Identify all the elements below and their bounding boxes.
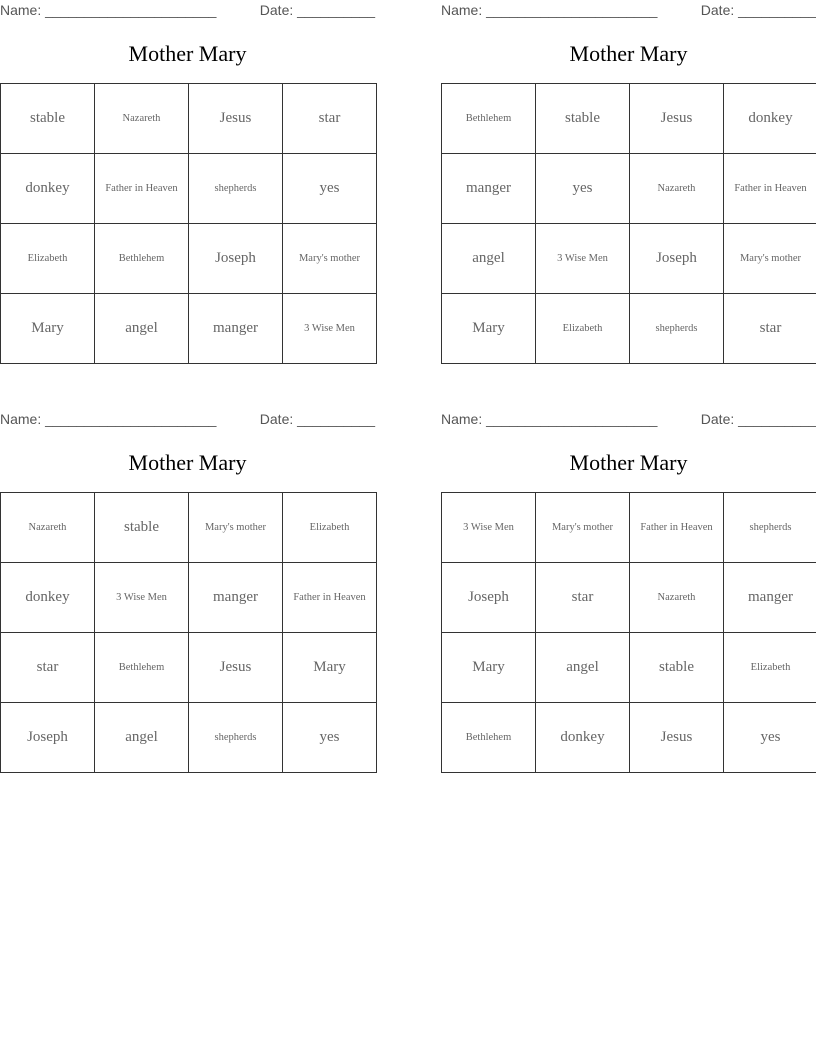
bingo-grid <box>0 83 377 364</box>
card-header <box>0 411 375 429</box>
bingo-cell: Father in Heaven <box>630 493 724 563</box>
bingo-cell: Nazareth <box>630 563 724 633</box>
bingo-cell: Mary's mother <box>189 493 283 563</box>
bingo-cell: yes <box>283 703 377 773</box>
bingo-cell: stable <box>1 84 95 154</box>
bingo-cell: Joseph <box>442 563 536 633</box>
date-field: Date: __________ <box>259 411 375 427</box>
bingo-cell: Mary's mother <box>536 493 630 563</box>
card-title: Mother Mary <box>128 450 247 475</box>
card-header <box>441 411 816 429</box>
bingo-grid <box>441 83 816 364</box>
bingo-cell: yes <box>283 154 377 224</box>
bingo-card-1 <box>0 0 375 372</box>
bingo-cell: yes <box>724 703 816 773</box>
bingo-cell: shepherds <box>630 294 724 364</box>
bingo-cell: Elizabeth <box>283 493 377 563</box>
bingo-cell: Jesus <box>630 703 724 773</box>
card-header <box>0 2 375 20</box>
bingo-grid <box>441 492 816 773</box>
bingo-cell: Nazareth <box>1 493 95 563</box>
bingo-cell: donkey <box>724 84 816 154</box>
bingo-cell: angel <box>95 703 189 773</box>
bingo-cell: donkey <box>536 703 630 773</box>
bingo-cell: Joseph <box>630 224 724 294</box>
bingo-cell: shepherds <box>189 703 283 773</box>
bingo-card-2 <box>441 0 816 372</box>
bingo-card-3 <box>0 409 375 781</box>
bingo-cell: 3 Wise Men <box>536 224 630 294</box>
bingo-cell: star <box>536 563 630 633</box>
date-field: Date: __________ <box>259 2 375 18</box>
bingo-cell: star <box>283 84 377 154</box>
bingo-cell: Elizabeth <box>536 294 630 364</box>
bingo-cell: 3 Wise Men <box>283 294 377 364</box>
card-title: Mother Mary <box>128 41 247 66</box>
bingo-cell: manger <box>189 563 283 633</box>
date-field: Date: __________ <box>700 411 816 427</box>
name-field: Name: ______________________ <box>441 411 658 427</box>
card-title: Mother Mary <box>569 41 688 66</box>
bingo-cell: Mary <box>283 633 377 703</box>
bingo-cell: shepherds <box>189 154 283 224</box>
bingo-cell: Bethlehem <box>442 84 536 154</box>
date-field: Date: __________ <box>700 2 816 18</box>
bingo-cell: star <box>724 294 816 364</box>
bingo-cell: Mary <box>1 294 95 364</box>
bingo-cell: angel <box>442 224 536 294</box>
bingo-cell: Elizabeth <box>724 633 816 703</box>
bingo-cell: Father in Heaven <box>95 154 189 224</box>
bingo-cell: Bethlehem <box>442 703 536 773</box>
bingo-cell: Joseph <box>189 224 283 294</box>
bingo-cell: Bethlehem <box>95 633 189 703</box>
name-field: Name: ______________________ <box>441 2 658 18</box>
bingo-cell: Mary's mother <box>724 224 816 294</box>
bingo-cell: manger <box>724 563 816 633</box>
bingo-cell: Joseph <box>1 703 95 773</box>
bingo-cell: star <box>1 633 95 703</box>
name-field: Name: ______________________ <box>0 2 217 18</box>
bingo-cell: manger <box>442 154 536 224</box>
bingo-cell: stable <box>536 84 630 154</box>
bingo-cell: 3 Wise Men <box>442 493 536 563</box>
bingo-grid <box>0 492 377 773</box>
card-title: Mother Mary <box>569 450 688 475</box>
bingo-cell: 3 Wise Men <box>95 563 189 633</box>
bingo-cell: angel <box>95 294 189 364</box>
bingo-cell: Elizabeth <box>1 224 95 294</box>
bingo-cell: shepherds <box>724 493 816 563</box>
name-field: Name: ______________________ <box>0 411 217 427</box>
bingo-cell: Mary <box>442 294 536 364</box>
bingo-card-4 <box>441 409 816 781</box>
bingo-cell: Nazareth <box>630 154 724 224</box>
bingo-cell: donkey <box>1 154 95 224</box>
bingo-cell: Father in Heaven <box>283 563 377 633</box>
bingo-cell: angel <box>536 633 630 703</box>
bingo-cell: yes <box>536 154 630 224</box>
bingo-cell: Mary <box>442 633 536 703</box>
bingo-cell: Jesus <box>630 84 724 154</box>
bingo-cell: Jesus <box>189 84 283 154</box>
bingo-cell: stable <box>95 493 189 563</box>
bingo-cell: Father in Heaven <box>724 154 816 224</box>
bingo-cell: stable <box>630 633 724 703</box>
bingo-cell: Bethlehem <box>95 224 189 294</box>
bingo-cell: Jesus <box>189 633 283 703</box>
bingo-cell: Mary's mother <box>283 224 377 294</box>
bingo-cell: donkey <box>1 563 95 633</box>
bingo-cell: Nazareth <box>95 84 189 154</box>
bingo-cell: manger <box>189 294 283 364</box>
card-header <box>441 2 816 20</box>
